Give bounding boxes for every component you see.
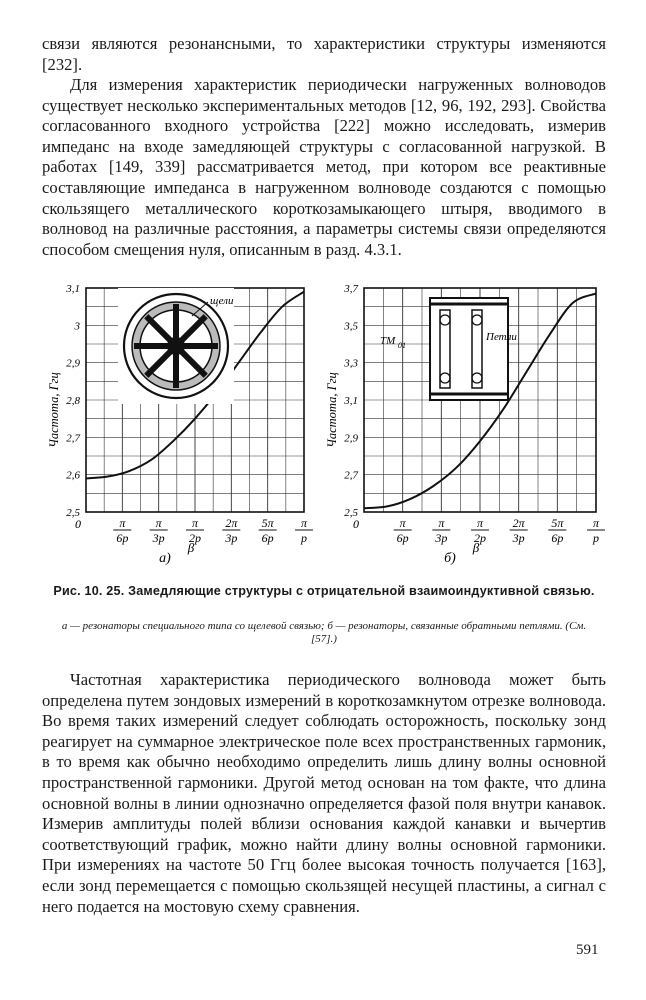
y-axis-label: Частота, Ггц [325, 372, 339, 448]
x-tick-numerator: 2π [512, 516, 525, 530]
inset-label-mode: TM [380, 335, 396, 347]
y-tick-label: 3,1 [66, 283, 80, 295]
x-tick-label [510, 516, 528, 545]
x-tick-denominator: 3p [512, 531, 525, 545]
x-tick-denominator: p [301, 531, 307, 545]
page-number: 591 [576, 942, 599, 958]
figure-caption-sub: а — резонаторы специального типа со щелевой связью; б — резонаторы, связанные обратными петлями. (См. [57].) [61, 620, 587, 645]
inset-loop-diagram [380, 298, 517, 400]
x-tick-denominator: 3p [435, 531, 448, 545]
x-tick-denominator: 3p [152, 531, 165, 545]
paragraph-2: Для измерения характеристик периодически нагруженных волноводов существует несколько экспериментальных методов [12, 96, 192, 293]. Свойства согласованного входного устройства [222] можно исследовать, измерив импеданс на входе замедляющей структуры с согласованной нагрузкой. В работах [149, 339] рассматривается метод, при котором все реактивные составляющие импеданса в нагруженном волноводе создаются с помощью скользящего металлического короткозамыкающего штыря, вводимого в волновод на различные расстояния, а параметры системы связи определяются способом смещения нуля, описанным в разд. 4.3.1. [42, 75, 606, 259]
x-tick-denominator: 2p [189, 531, 201, 545]
x-axis-label: β [472, 540, 480, 555]
y-tick-label: 2,9 [66, 357, 80, 370]
y-tick-label: 2,7 [344, 469, 358, 482]
x-tick-denominator: 6p [396, 531, 409, 545]
x-tick-label [295, 516, 313, 545]
resonator-wall [440, 310, 450, 388]
x-tick-numerator: π [119, 516, 126, 530]
x-tick-denominator: p [593, 531, 599, 545]
figure-svg [36, 280, 616, 580]
x-tick-denominator: 2p [474, 531, 486, 545]
x-tick-label [150, 516, 168, 545]
y-tick-label: 2,6 [66, 469, 80, 482]
inset-label-loops: Петли [486, 331, 517, 343]
x-tick-label [113, 516, 131, 545]
y-axis-label: Частота, Ггц [47, 372, 61, 448]
x-tick-label [222, 516, 240, 545]
x-tick-numerator: π [191, 516, 199, 530]
y-tick-label: 3,5 [344, 320, 358, 333]
y-tick-label: 3,1 [344, 395, 358, 407]
inset-resonator-diagram [118, 288, 234, 404]
y-tick-label: 2,5 [66, 507, 80, 519]
x-axis-label: β [187, 540, 195, 555]
chart-panel-b [325, 283, 605, 566]
x-tick-label [587, 516, 605, 545]
y-tick-label: 2,5 [344, 507, 358, 519]
x-tick-numerator: 5π [551, 516, 564, 530]
x-tick-label [432, 516, 450, 545]
figure-10-25 [36, 280, 616, 580]
x-tick-label [394, 516, 412, 545]
y-tick-label: 2,8 [66, 395, 80, 407]
x-tick-label [259, 516, 277, 545]
x-tick-denominator: 6p [261, 531, 274, 545]
figure-caption: Рис. 10. 25. Замедляющие структуры с отрицательной взаимоиндуктивной связью. [53, 584, 595, 598]
x-tick-numerator: π [399, 516, 406, 530]
paragraph-3: Частотная характеристика периодического волновода может быть определена путем зондовых измерений в короткозамкнутом отрезке волновода. Во время таких измерений следует соблюдать осторожность, поскольку зонд реагирует на суммарное электрическое поле всех пространственных гармоник, в то время как обычно необходимо определить лишь длину волны основной пространственной гармоники. Другой метод основан на том факте, что длина основной волны в линии однозначно определяется фазой поля внутри канавок. Измерив амплитуды полей вблизи основания каждой канавки и вычертив соответствующий график, можно найти длину волны основной гармоники. При измерениях на частоте 50 Ггц более высокая точность получается [163], если зонд перемещается с помощью скользящей несущей пластины, а сигнал с него подается на мостовую схему сравнения. [42, 670, 606, 916]
x-tick-numerator: π [476, 516, 484, 530]
y-tick-label: 3,3 [344, 357, 358, 370]
x-tick-numerator: π [300, 516, 308, 530]
x-tick-label [548, 516, 566, 545]
y-tick-label: 2,9 [344, 432, 358, 445]
x-tick-label: 0 [353, 517, 359, 531]
chart-panel-a [47, 283, 313, 566]
x-tick-numerator: π [438, 516, 445, 530]
x-tick-numerator: π [155, 516, 162, 530]
y-tick-label: 3 [74, 320, 80, 333]
y-tick-label: 2,7 [66, 432, 80, 445]
x-tick-numerator: 5π [261, 516, 274, 530]
inset-label-mode-sub: 01 [398, 341, 406, 350]
center-rod [167, 337, 185, 355]
x-tick-numerator: π [592, 516, 600, 530]
x-tick-denominator: 3p [225, 531, 238, 545]
panel-label: б) [444, 551, 456, 566]
x-tick-numerator: 2π [225, 516, 238, 530]
x-tick-denominator: 6p [116, 531, 129, 545]
x-tick-label: 0 [75, 517, 81, 531]
y-tick-label: 3,7 [344, 283, 358, 295]
panel-label: а) [159, 551, 171, 566]
paragraph-1: связи являются резонансными, то характеристики структуры изменяются [232]. [42, 34, 606, 74]
resonator-wall [472, 310, 482, 388]
x-tick-denominator: 6p [551, 531, 564, 545]
inset-label-slots: щели [210, 295, 234, 307]
